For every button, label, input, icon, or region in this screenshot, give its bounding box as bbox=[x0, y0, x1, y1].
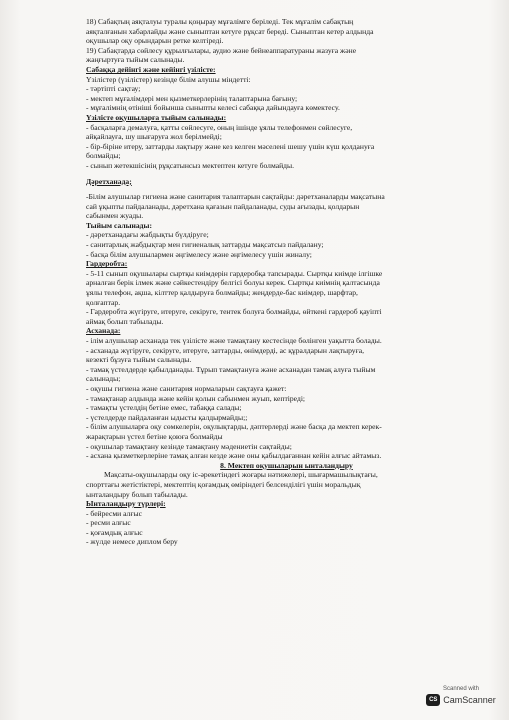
text-line: - сынып жетекшісінің рұқсатынсыз мектептен кетуге болмайды. bbox=[86, 160, 295, 170]
text-line: аймақ болып табылады. bbox=[86, 316, 164, 326]
text-line: жарақтарын үстел бетіне қоюға болмайды bbox=[86, 431, 223, 441]
text-line: сай ұқыпты пайдаланады, дәретхана қағазын пайдаланады, суды ағызады, қолдарын bbox=[86, 201, 360, 211]
text-line: оқушылар оқу орындарын ретке келтіреді. bbox=[86, 36, 224, 46]
text-line: - қоғамдық алғыс bbox=[86, 527, 143, 537]
text-line: - 5-11 сынып оқушылары сыртқы киімдерін гардеробқа тапсырады. Сыртқы киімде ілгішке bbox=[86, 268, 383, 278]
text-line: - басқа білім алушылармен әңгімелесу және әңгімелесу үшін жиналу; bbox=[86, 249, 312, 259]
section-heading: Асханада: bbox=[86, 326, 121, 336]
text-line: спорттағы жетістіктері, мектептің қоғамдық өміріндегі белсенділігі үшін моральдық bbox=[86, 479, 361, 489]
text-line: - асханада жүгіруге, секіруге, итеруге, заттарды, өнімдерді, ас құралдарын лақтыруға, bbox=[86, 345, 364, 355]
text-line: - мектеп мұғалімдері мен қызметкерлерінің талаптарына бағыну; bbox=[86, 93, 298, 103]
text-line: салынады; bbox=[86, 374, 121, 384]
subheading: Тыйым салынады: bbox=[86, 220, 152, 230]
section-heading: Дәретханада; bbox=[86, 176, 132, 186]
section-heading: Ынталандыру түрлері: bbox=[86, 499, 166, 509]
text-line: - асхана қызметкерлеріне тамақ алған кезде және оны қабылдағаннан кейін алғыс айтамыз. bbox=[86, 451, 382, 461]
text-line: Мақсаты-оқушыларды оқу іс-әрекетіндегі жоғары нәтижелері, шығармашылықтағы, bbox=[104, 470, 378, 480]
text-line: айқайлауға, шу шығаруға жол берілмейді; bbox=[86, 132, 222, 142]
text-line: 19) Сабақтарда сөйлесу құрылғылары, аудио және бейнеаппаратураны жазуға және bbox=[86, 45, 357, 55]
section-heading: Сабаққа дейінгі және кейінгі үзілісте: bbox=[86, 64, 216, 74]
text-line: - тамақты үстелдің бетіне емес, табаққа салады; bbox=[86, 403, 242, 413]
text-line: - бейресми алғыс bbox=[86, 508, 142, 518]
text-line: - тәртіпті сақтау; bbox=[86, 84, 141, 94]
text-line: - ілім алушылар асханада тек үзілісте және тамақтану кестесінде бөлінген уақытта болады. bbox=[86, 336, 382, 345]
camscanner-watermark bbox=[423, 686, 499, 712]
camscanner-logo-icon: CS bbox=[426, 694, 440, 706]
text-line: - оқушы гигиена және санитария нормаларын сақтауға қажет: bbox=[86, 383, 287, 393]
text-line: - үстелдерде пайдаланған ыдысты қалдырмайды;; bbox=[86, 412, 248, 422]
text-line: арналған берік ілмек және сәйкестендіру белгісі болуы керек. Сыртқы киімнің қалтасында bbox=[86, 278, 380, 288]
text-line: - жүлде немесе диплом беру bbox=[86, 537, 178, 547]
text-line: жаңғыртуға тыйым салынады. bbox=[86, 55, 185, 65]
scanner-brand bbox=[423, 694, 499, 706]
text-line: - ресми алғыс bbox=[86, 518, 131, 528]
scanner-app-name: CamScanner bbox=[443, 695, 496, 705]
document-body bbox=[86, 17, 487, 547]
text-line: 18) Сабақтың аяқталуы туралы қоңырау мұғалімге беріледі. Тек мұғалім сабақтың bbox=[86, 17, 354, 26]
text-line: ұялы телефон, ақша, кілттер қалдыруға болмайды; жеңдерде-бас киімдер, шарфтар, bbox=[86, 288, 358, 298]
text-line: кезекті бұзуға тыйым салынады. bbox=[86, 355, 192, 365]
text-line: - Гардеробта жүгіруге, итеруге, секіруге, тентек болуға болмайды, өйткені гардероб қауіпті bbox=[86, 307, 382, 317]
text-line: - санитарлық жабдықтар мен гигиеналық заттарды мақсатсыз пайдалану; bbox=[86, 240, 324, 250]
text-line: -Білім алушылар гигиена және санитария талаптарын сақтайды: дәретханаларды мақсатына bbox=[86, 192, 385, 202]
text-line: қолғаптар. bbox=[86, 297, 121, 307]
text-line: - мұғалімнің өтініші бойынша сыныпты келесі сабаққа дайындауға көмектесу. bbox=[86, 103, 340, 113]
text-line: Үзілістер (үзілістер) кезінде білім алушы міндетті: bbox=[86, 74, 251, 84]
text-line: болмайды; bbox=[86, 151, 121, 161]
chapter-heading: 8. Мектеп оқушыларын ынталандыру bbox=[220, 460, 353, 470]
text-line: - тамақ үстелдерде қабылданады. Тұрып тамақтануға және асханадан тамақ алуға тыйым bbox=[86, 364, 376, 374]
text-line: - тамақтанар алдында және кейін қолын сабынмен жуып, кептіреді; bbox=[86, 393, 306, 403]
text-line: - оқушылар тамақтану кезінде тамақтану мәдениетін сақтайды; bbox=[86, 441, 292, 451]
text-line: - басқаларға демалуға, қатты сөйлесуге, оның ішінде ұялы телефонмен сөйлесуге, bbox=[86, 122, 353, 132]
section-heading: Гардеробта: bbox=[86, 259, 128, 269]
text-line: - бір-біріне итеру, заттарды лақтыру және кез келген мәселені шешу үшін күш қолдануға bbox=[86, 141, 375, 151]
text-line: - дәретханадағы жабдықты бүлдіруге; bbox=[86, 230, 209, 240]
text-line: - білім алушыларға оқу сөмкелерін, оқулықтарды, дәптерлерді және басқа да мектеп керек- bbox=[86, 422, 382, 432]
section-heading: Үзілісте оқушыларға тыйым салынады: bbox=[86, 112, 227, 122]
scanner-caption: Scanned with bbox=[442, 686, 480, 692]
text-line: аяқталғанын хабарлайды және сыныптан кетуге рұқсат береді. Сыныптан кетер алдында bbox=[86, 26, 374, 36]
text-line: сабынмен жуады. bbox=[86, 211, 144, 221]
text-line: ынталандыру болып табылады. bbox=[86, 489, 188, 499]
